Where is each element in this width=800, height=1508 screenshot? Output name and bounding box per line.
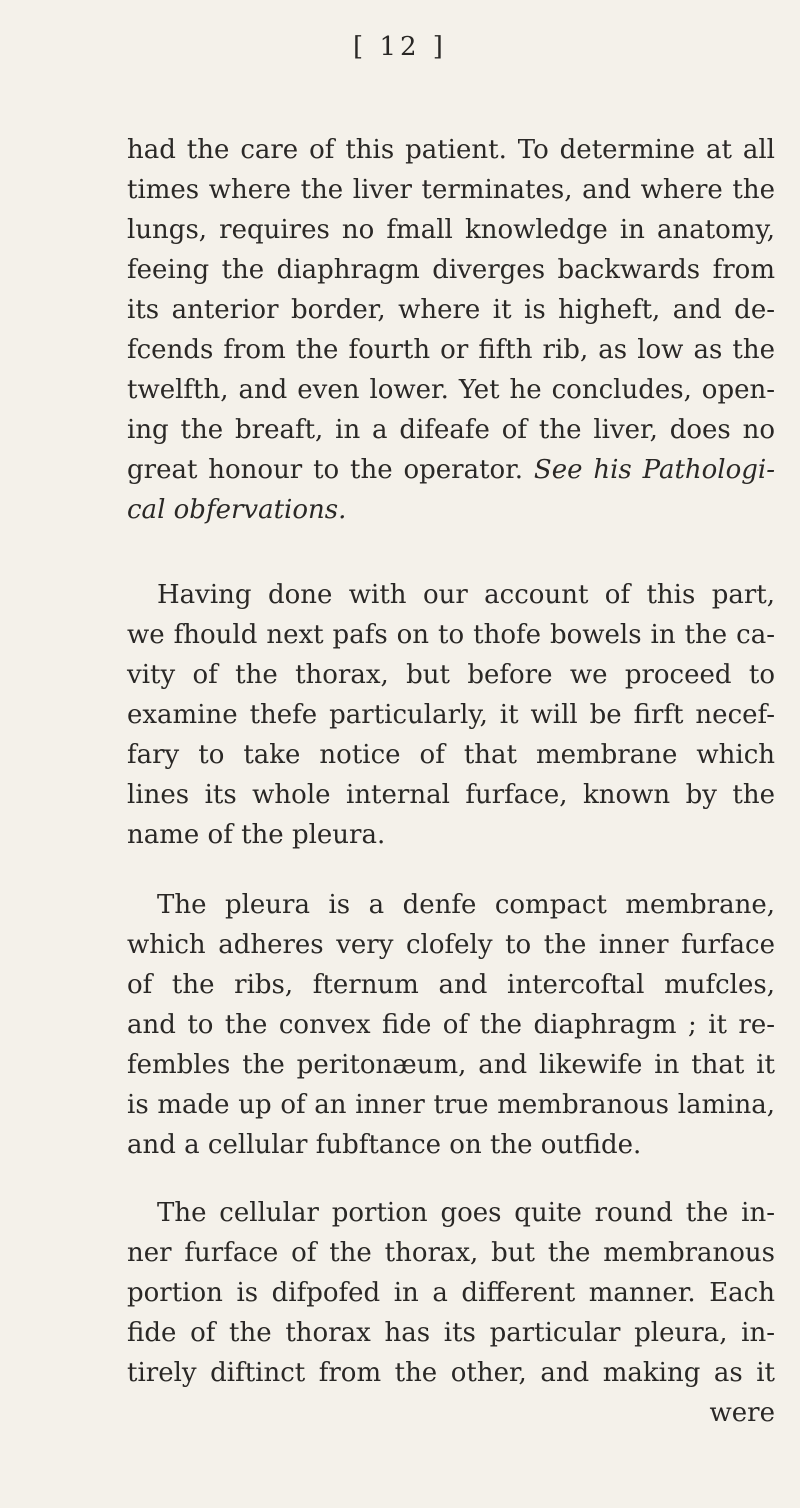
text-line: of the ribs, fternum and intercoftal mufcles, xyxy=(127,970,775,1000)
reference-citation: See his Pathologi- xyxy=(533,455,775,485)
text-line: times where the liver terminates, and where the xyxy=(127,175,775,205)
text-line: portion is difpofed in a different manner. Each xyxy=(127,1278,775,1308)
reference-citation: cal obfervations. xyxy=(127,495,347,525)
text-line: which adheres very clofely to the inner furface xyxy=(127,930,775,960)
text-line: we fhould next pafs on to thofe bowels in the ca- xyxy=(127,620,775,650)
text-line: ing the breaft, in a difeafe of the liver, does no xyxy=(127,415,775,445)
text-line: fcends from the fourth or fifth rib, as low as the xyxy=(127,335,775,365)
text-line: ner furface of the thorax, but the membranous xyxy=(127,1238,775,1268)
text-line: had the care of this patient. To determine at all xyxy=(127,135,775,165)
text-line: fide of the thorax has its particular pleura, in- xyxy=(127,1318,775,1348)
text-line: The pleura is a denfe compact membrane, xyxy=(157,890,775,920)
paragraph-4 xyxy=(127,1193,775,1433)
text-line: vity of the thorax, but before we proceed to xyxy=(127,660,775,690)
text-line: examine thefe particularly, it will be firft necef- xyxy=(127,700,775,730)
text-line: and to the convex fide of the diaphragm ; it re- xyxy=(127,1010,775,1040)
text-line-with-reference xyxy=(127,450,775,490)
text-line: its anterior border, where it is higheft, and de- xyxy=(127,295,775,325)
text-line: feeing the diaphragm diverges backwards from xyxy=(127,255,775,285)
paragraph-2 xyxy=(127,575,775,855)
page-number: [ 12 ] xyxy=(353,32,447,62)
catchword: were xyxy=(709,1398,775,1428)
text-line: lungs, requires no fmall knowledge in anatomy, xyxy=(127,215,775,245)
text-line: tirely diftinct from the other, and making as it xyxy=(127,1358,775,1388)
text-line-with-reference xyxy=(127,490,775,530)
text-line: The cellular portion goes quite round the in- xyxy=(157,1198,775,1228)
paragraph-1 xyxy=(127,130,775,530)
text-line: name of the pleura. xyxy=(127,820,386,850)
text-line: fembles the peritonæum, and likewife in that it xyxy=(127,1050,775,1080)
text-line: and a cellular fubftance on the outfide. xyxy=(127,1130,642,1160)
text-line: twelfth, and even lower. Yet he concludes, open- xyxy=(127,375,775,405)
text-line: is made up of an inner true membranous lamina, xyxy=(127,1090,775,1120)
text-line: lines its whole internal furface, known by the xyxy=(127,780,775,810)
text-run: great honour to the operator. xyxy=(127,455,524,485)
paragraph-3 xyxy=(127,885,775,1165)
text-line: Having done with our account of this part, xyxy=(157,580,775,610)
text-line: fary to take notice of that membrane which xyxy=(127,740,775,770)
